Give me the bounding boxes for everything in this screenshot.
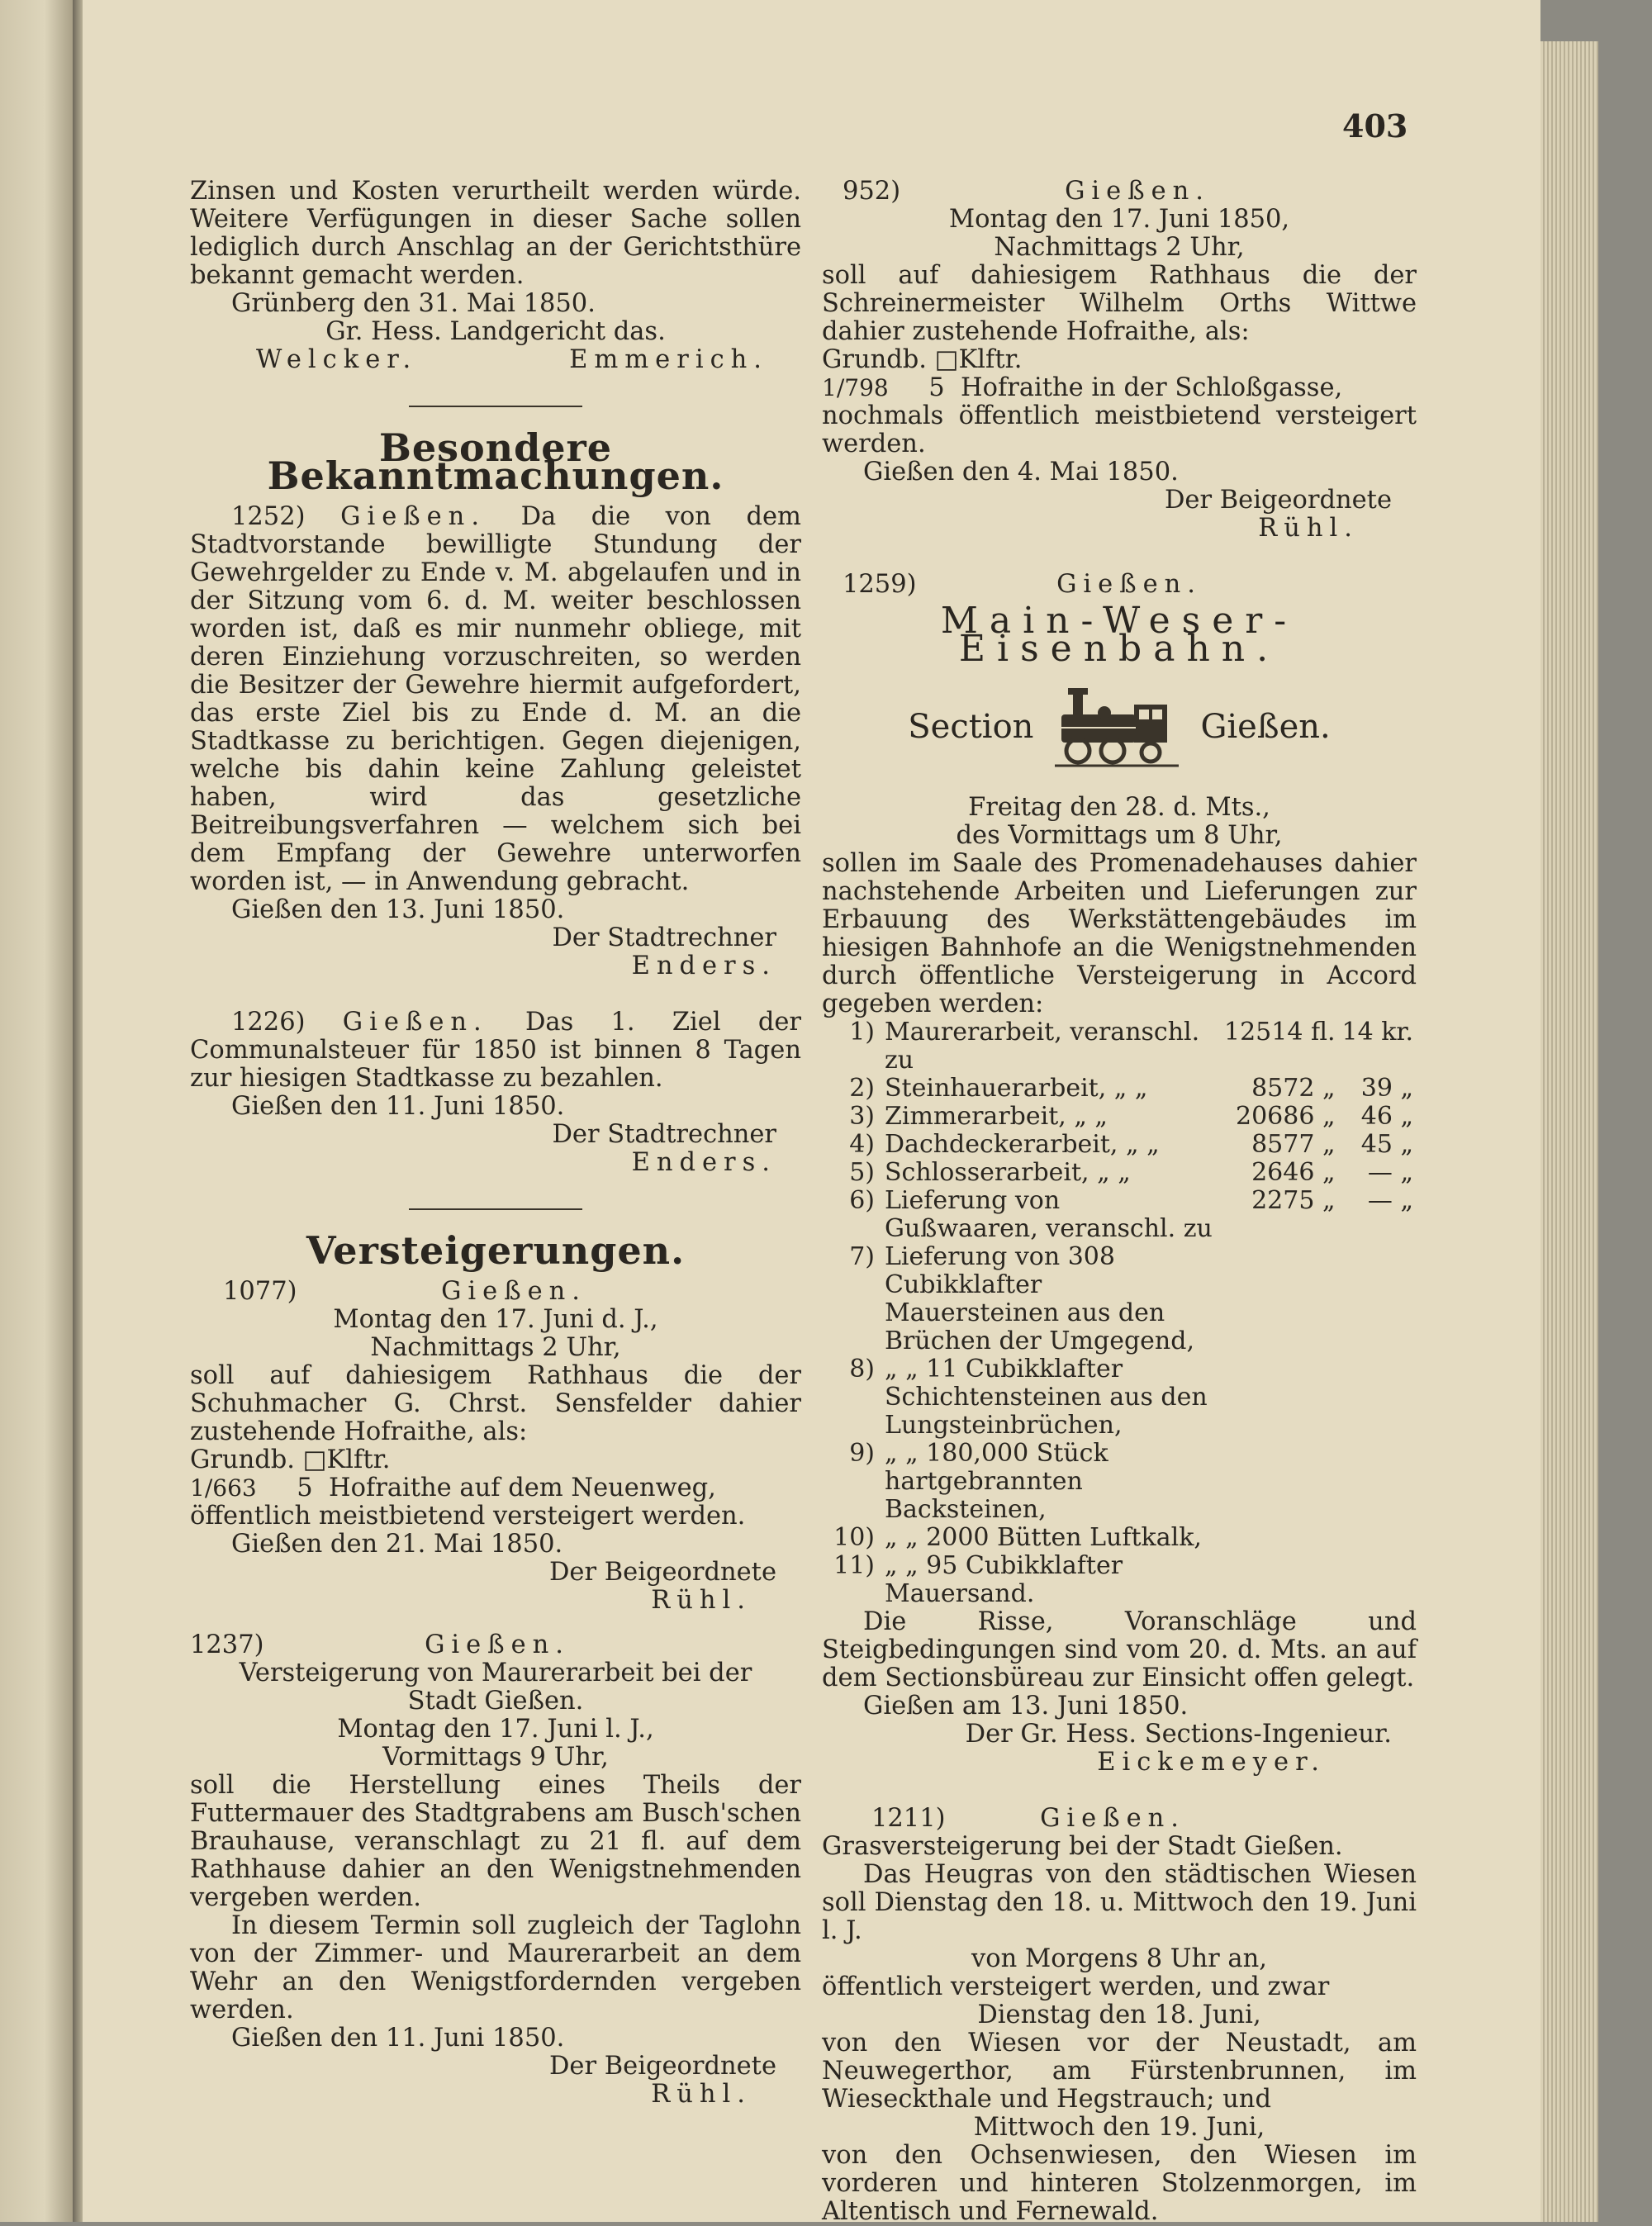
notice-952-klftr: 5 (928, 373, 945, 402)
divider (409, 406, 582, 407)
notice-1237-city: Gießen. (425, 1630, 570, 1659)
notice-1077-date: Gießen den 21. Mai 1850. (231, 1530, 563, 1559)
notice-1211-text4: von den Ochsenwiesen, den Wiesen im vorderen und hinteren Stolzenmorgen, im Altentisch und Fernewald. (822, 2141, 1417, 2226)
notice-1259-num: 1259) (843, 570, 917, 599)
notice-1211-num: 1211) (871, 1804, 946, 1833)
lot-n: 9) (849, 1439, 875, 1468)
lot-fl: 8572 „ (1251, 1074, 1336, 1103)
lot-desc: „ „ 95 Cubikklafter Mauersand. (885, 1551, 1123, 1608)
lot-n: 10) (833, 1523, 875, 1552)
intro-court: Gr. Hess. Landgericht das. (325, 317, 666, 346)
notice-1259-text: sollen im Saale des Promenadehauses dahier nachstehende Arbeiten und Lieferungen zur Erbauung des Werkstättengebäudes im hiesigen Bahnhofe an die Wenigstnehmenden durch öffentliche Versteigerung in Accord gegeben werden: (822, 849, 1417, 1018)
notice-1252-text: Da die von dem Stadtvorstande bewilligte Stundung der Gewehrgelder zu Ende v. M. abgelaufen und in der Sitzung vom 6. d. M. weiter beschlossen worden ist, daß es mir nunmehr obliege, mit deren Einziehung vorzuschreiten, so werden die Besitzer der Gewehre hiermit aufgefordert, das erste Ziel bis zu Ende d. M. an die Stadtkasse zu berichtigen. Gegen diejenigen, welche bis dahin keine Zahlung geleistet haben, wird das gesetzliche Beitreibungsverfahren — welchem sich bei dem Empfang der Gewehre unterworfen worden ist, — in Anwendung gebracht. (190, 502, 801, 896)
page-number: 403 (1342, 107, 1408, 145)
intro-sig-left: Welcker. (256, 345, 418, 374)
notice-1226-title: Der Stadtrechner (552, 1120, 776, 1149)
notice-1252-city: Gießen. (340, 502, 487, 531)
lot-n: 1) (849, 1018, 875, 1047)
notice-952-entry (822, 374, 1417, 402)
notice-1077-grundb: Grundb. □Klftr. (190, 1445, 391, 1474)
lot-fl: 8577 „ (1251, 1130, 1336, 1159)
notice-1259-header (822, 571, 1417, 599)
notice-1077-time: Nachmittags 2 Uhr, (370, 1333, 621, 1362)
left-column (190, 178, 801, 2109)
lot-n: 6) (849, 1186, 875, 1215)
lot-desc: Zimmerarbeit, „ „ (885, 1102, 1108, 1131)
lots-body (822, 1018, 1417, 1608)
intro-signatures (190, 346, 801, 374)
spacer (190, 1615, 801, 1631)
page-stack-edge (1540, 41, 1598, 2222)
notice-952-text2: nochmals öffentlich meistbietend versteigert werden. (822, 401, 1417, 458)
lot-n: 8) (849, 1355, 875, 1384)
lot-desc: Lieferung von Gußwaaren, veranschl. zu (885, 1186, 1213, 1243)
notice-1211-head: Grasversteigerung bei der Stadt Gießen. (822, 1832, 1343, 1861)
lot-row (822, 1103, 1417, 1131)
lot-kr (1339, 1440, 1417, 1524)
book-gutter (73, 0, 83, 2222)
notice-1226-signature: Enders. (631, 1148, 776, 1177)
lot-row (822, 1075, 1417, 1103)
lot-kr: — „ (1367, 1158, 1413, 1187)
lot-kr: — „ (1367, 1186, 1413, 1215)
notice-1077-title: Der Beigeordnete (548, 1558, 776, 1587)
lot-fl: 2646 „ (1251, 1158, 1336, 1187)
lot-desc: Lieferung von 308 Cubikklafter Mauersteinen aus den Brüchen der Umgegend, (885, 1242, 1194, 1355)
lot-kr: 14 kr. (1341, 1018, 1413, 1047)
lot-kr (1339, 1355, 1417, 1440)
spacer (190, 980, 801, 1009)
lot-desc: „ „ 11 Cubikklafter Schichtensteinen aus den Lungsteinbrüchen, (885, 1355, 1208, 1440)
notice-1211-day1: Dienstag den 18. Juni, (977, 2001, 1261, 2029)
notice-1237-signature: Rühl. (651, 2080, 752, 2109)
lot-row (822, 1440, 1417, 1524)
notice-952-time: Nachmittags 2 Uhr, (994, 233, 1245, 262)
lot-desc: Maurerarbeit, veranschl. zu (885, 1018, 1200, 1075)
lot-row (822, 1243, 1417, 1355)
section-label-left: Section (908, 708, 1034, 746)
lot-row (822, 1355, 1417, 1440)
notice-952-city: Gießen. (1065, 177, 1210, 206)
notice-952-grundb: Grundb. □Klftr. (822, 345, 1023, 374)
notice-1211-text: Das Heugras von den städtischen Wiesen soll Dienstag den 18. u. Mittwoch den 19. Juni l. J. (822, 1860, 1417, 1945)
lot-n: 5) (849, 1158, 875, 1187)
lot-fl (1221, 1552, 1339, 1608)
notice-1211-day2: Mittwoch den 19. Juni, (973, 2113, 1265, 2142)
notice-1237-header (190, 1631, 801, 1659)
notice-1252-title: Der Stadtrechner (552, 923, 776, 952)
notice-1211-time: von Morgens 8 Uhr an, (971, 1944, 1267, 1973)
notice-1237-time: Vormittags 9 Uhr, (382, 1743, 609, 1772)
notice-1211-text3: von den Wiesen vor der Neustadt, am Neuwegerthor, am Fürstenbrunnen, im Wieseckthale und Hegstrauch; und (822, 2029, 1417, 2114)
intro-sig-right: Emmerich. (569, 345, 768, 374)
lots-table (822, 1018, 1417, 1608)
notice-1077-item: Hofraithe auf dem Neuenweg, (328, 1474, 716, 1502)
notice-952-header (822, 178, 1417, 206)
heading-versteigerungen: Versteigerungen. (306, 1228, 686, 1273)
notice-952-title: Der Beigeordnete (1164, 486, 1392, 515)
lot-n: 4) (849, 1130, 875, 1159)
notice-952-num: 952) (843, 177, 901, 206)
lot-row (822, 1187, 1417, 1243)
lot-fl (1221, 1524, 1339, 1552)
notice-1259-date: Gießen am 13. Juni 1850. (863, 1692, 1189, 1721)
lot-n: 2) (849, 1074, 875, 1103)
notice-1237-head: Versteigerung von Maurerarbeit bei der Stadt Gießen. (239, 1659, 752, 1716)
notice-1077-city: Gießen. (441, 1277, 586, 1306)
notice-1077-num: 1077) (223, 1277, 297, 1306)
notice-1226 (190, 1009, 801, 1093)
lot-row (822, 1524, 1417, 1552)
lot-fl: 12514 fl. (1223, 1018, 1336, 1047)
intro-text: Zinsen und Kosten verurtheilt werden würde. Weitere Verfügungen in dieser Sache sollen lediglich durch Anschlag an der Gerichtsthüre bekannt gemacht werden. (190, 177, 801, 290)
lot-row (822, 1552, 1417, 1608)
lot-kr (1339, 1524, 1417, 1552)
notice-1077-text: soll auf dahiesigem Rathhaus die der Schuhmacher G. Chrst. Sensfelder dahier zustehende Hofraithe, als: (190, 1361, 801, 1446)
notice-952-day: Montag den 17. Juni 1850, (948, 205, 1290, 234)
lot-desc: Dachdeckerarbeit, „ „ (885, 1130, 1160, 1159)
lot-fl (1221, 1355, 1339, 1440)
notice-1077-text2: öffentlich meistbietend versteigert werden. (190, 1502, 746, 1531)
section-emblem (822, 681, 1417, 772)
notice-952-date: Gießen den 4. Mai 1850. (863, 458, 1179, 486)
notice-1237-date: Gießen den 11. Juni 1850. (231, 2024, 565, 2053)
lot-n: 11) (833, 1551, 875, 1580)
notice-1237-title: Der Beigeordnete (548, 2052, 776, 2081)
notice-1211-header (822, 1805, 1417, 1833)
lot-desc: Steinhauerarbeit, „ „ (885, 1074, 1148, 1103)
facing-page-edge (0, 0, 74, 2222)
notice-1226-city: Gießen. (342, 1008, 488, 1037)
notice-1259-title: Der Gr. Hess. Sections-Ingenieur. (965, 1720, 1392, 1749)
lot-kr: 39 „ (1360, 1074, 1413, 1103)
notice-952-item: Hofraithe in der Schloßgasse, (960, 373, 1343, 402)
lot-desc: Schlosserarbeit, „ „ (885, 1158, 1131, 1187)
lot-desc: „ „ 2000 Bütten Luftkalk, (885, 1523, 1202, 1552)
notice-1259-city: Gießen. (1056, 570, 1202, 599)
lot-fl: 2275 „ (1251, 1186, 1336, 1215)
section-label-right: Gießen. (1200, 708, 1331, 746)
lot-row (822, 1159, 1417, 1187)
spacer (822, 543, 1417, 571)
spacer (822, 1777, 1417, 1805)
notice-1237-day: Montag den 17. Juni l. J., (337, 1715, 654, 1744)
notice-1237-text2: In diesem Termin soll zugleich der Taglohn von der Zimmer- und Maurerarbeit an dem Wehr an den Wenigstfordernden vergeben werden. (190, 1911, 801, 2024)
notice-1252-signature: Enders. (631, 952, 776, 980)
notice-952-text: soll auf dahiesigem Rathhaus die der Schreinermeister Wilhelm Orths Wittwe dahier zustehende Hofraithe, als: (822, 261, 1417, 346)
notice-1252 (190, 503, 801, 896)
lot-kr (1339, 1243, 1417, 1355)
lot-n: 3) (849, 1102, 875, 1131)
lot-kr: 45 „ (1360, 1130, 1413, 1159)
intro-date: Grünberg den 31. Mai 1850. (231, 289, 596, 318)
notice-1077-day: Montag den 17. Juni d. J., (333, 1305, 658, 1334)
notice-1077-signature: Rühl. (651, 1586, 752, 1615)
lot-fl (1221, 1243, 1339, 1355)
notice-1237-text: soll die Herstellung eines Theils der Futtermauer des Stadtgrabens am Busch'schen Brauhause, veranschlagt zu 21 fl. auf dem Rathhause dahier an den Wenigstnehmenden vergeben werden. (190, 1771, 801, 1912)
notice-952-signature: Rühl. (1258, 514, 1359, 543)
notice-1252-date: Gießen den 13. Juni 1850. (231, 895, 565, 924)
heading-besondere: Besondere Bekanntmachungen. (267, 425, 724, 498)
notice-1077-klftr: 5 (297, 1474, 313, 1502)
notice-1259-signature: Eickemeyer. (1097, 1748, 1326, 1777)
right-column (822, 178, 1417, 2226)
lot-fl (1221, 1440, 1339, 1524)
notice-1077-header (190, 1278, 801, 1306)
notice-1077-flur: 1/663 (190, 1474, 257, 1502)
notice-1211-city: Gießen. (1040, 1804, 1185, 1833)
notice-1252-num: 1252) (231, 502, 306, 531)
notice-952-flur: 1/798 (822, 374, 889, 401)
notice-1226-date: Gießen den 11. Juni 1850. (231, 1092, 565, 1121)
lot-row (822, 1131, 1417, 1159)
notice-1259-text2: Die Risse, Voranschläge und Steigbedingungen sind vom 20. d. Mts. an auf dem Sectionsbüreau zur Einsicht offen gelegt. (822, 1607, 1417, 1692)
notice-1077-entry (190, 1474, 801, 1502)
notice-1259-day: Freitag den 28. d. Mts., (968, 793, 1270, 822)
lot-desc: „ „ 180,000 Stück hartgebrannten Backsteinen, (885, 1439, 1108, 1524)
notice-1259-banner: Main-Weser-Eisenbahn. (940, 600, 1298, 670)
lot-fl: 20686 „ (1236, 1102, 1336, 1131)
lot-row (822, 1018, 1417, 1075)
notice-1237-num: 1237) (190, 1630, 264, 1659)
divider (409, 1208, 582, 1210)
notice-1226-num: 1226) (231, 1008, 306, 1037)
notice-1259-time: des Vormittags um 8 Uhr, (956, 821, 1283, 850)
notice-1211-text2: öffentlich versteigert werden, und zwar (822, 1972, 1330, 2001)
lot-kr (1339, 1552, 1417, 1608)
notice-1226-text: Das 1. Ziel der Communalsteuer für 1850 ist binnen 8 Tagen zur hiesigen Stadtkasse zu bezahlen. (190, 1008, 801, 1093)
lot-kr: 46 „ (1360, 1102, 1413, 1131)
locomotive-icon (1055, 681, 1179, 772)
lot-n: 7) (849, 1242, 875, 1271)
